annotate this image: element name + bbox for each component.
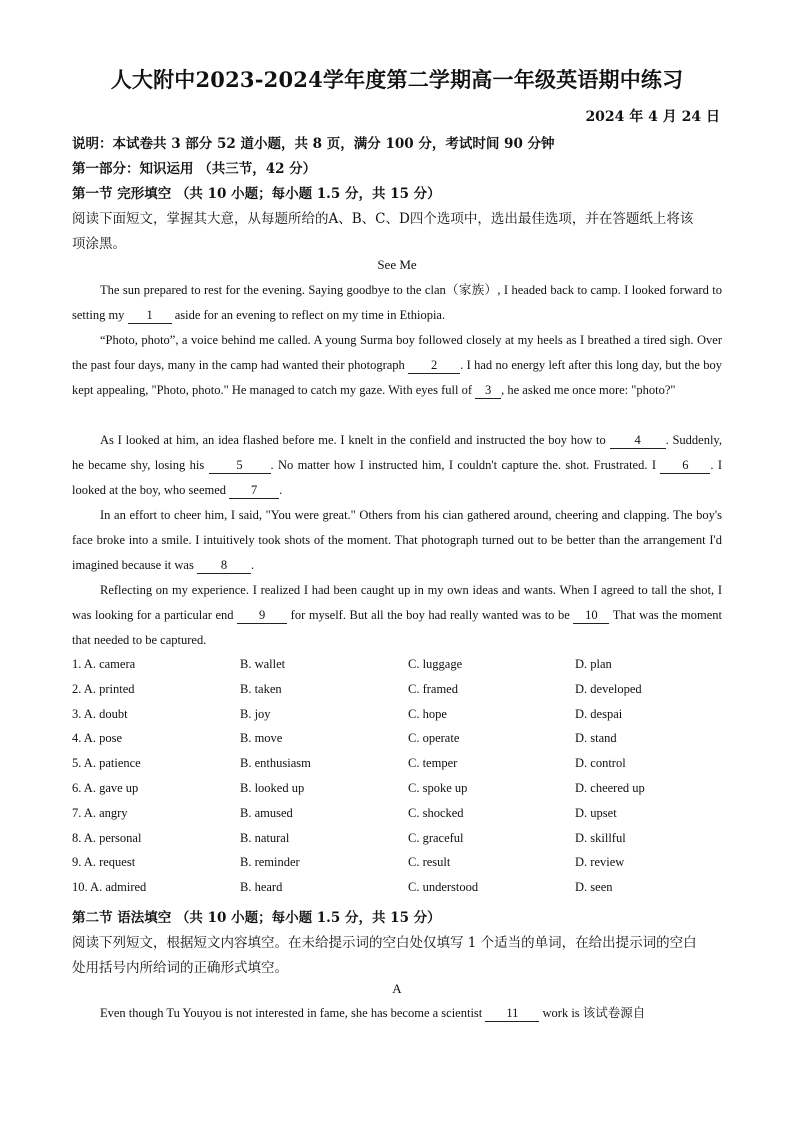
- option-d: D. plan: [575, 657, 612, 671]
- passage-paragraph-3: [72, 428, 722, 503]
- passage-text: .: [250, 558, 255, 572]
- option-c: C. spoke up: [408, 780, 468, 795]
- passage-title: See Me: [377, 257, 417, 272]
- option-d: D. skillful: [575, 830, 626, 845]
- option-a: 7. A. angry: [72, 805, 128, 820]
- answer-blank-8: 8: [197, 557, 251, 574]
- option-c: C. temper: [408, 756, 458, 771]
- answer-blank-7: 7: [229, 482, 279, 499]
- option-b: B. looked up: [240, 780, 305, 795]
- section2-instruction-line1: 阅读下列短文，根据短文内容填空。在未给提示词的空白处仅填写 1 个适当的单词，在给出提示词的空白: [72, 935, 697, 951]
- option-b: B. move: [240, 731, 283, 746]
- option-d: D. seen: [575, 880, 613, 895]
- option-d: D. stand: [575, 731, 617, 746]
- option-c: C. result: [408, 855, 451, 870]
- answer-blank-6: 6: [660, 457, 710, 474]
- option-row: [72, 880, 732, 905]
- option-c: C. graceful: [408, 830, 464, 845]
- passage-text: “Photo, photo”, a voice behind me called. A young Surma boy followed closely at my heels as I breathed a tired sigh. Over the past four days, many in the camp had wanted their photograph: [72, 333, 722, 372]
- option-a: 5. A. patience: [72, 756, 141, 771]
- passage-text: , he asked me once more: "photo?": [501, 383, 676, 397]
- exam-title: 人大附中2023-2024学年度第二学期高一年级英语期中练习: [110, 67, 684, 92]
- answer-blank-5: 5: [209, 457, 271, 474]
- option-a: 9. A. request: [72, 855, 136, 870]
- option-d: D. despai: [575, 706, 623, 721]
- passage-text: . I had no energy left after this long day, but the boy kept appealing, "Photo, photo." He managed to catch my gaze. With eyes full of: [72, 358, 722, 397]
- option-a: 2. A. printed: [72, 681, 135, 696]
- exam-description: 说明：本试卷共 3 部分 52 道小题，共 8 页，满分 100 分，考试时间 90 分钟: [72, 136, 555, 152]
- option-d: D. upset: [575, 805, 617, 820]
- option-row: [72, 831, 732, 856]
- option-row: [72, 781, 732, 806]
- option-b: B. amused: [240, 805, 293, 820]
- passage-text: In an effort to cheer him, I said, "You were great." Others from his cian gathered around, cheering and clapping. The boy's face broke into a smile. I intuitively took shots of the moment. That photograph turned out to be better than the arrangement I'd imagined because it was: [72, 508, 722, 572]
- option-row: [72, 731, 732, 756]
- answer-blank-9: 9: [237, 607, 287, 624]
- option-b: B. heard: [240, 880, 283, 895]
- answer-blank-4: 4: [610, 432, 666, 449]
- section1-heading: 第一节 完形填空 （共 10 小题；每小题 1.5 分，共 15 分）: [72, 186, 441, 202]
- option-a: 1. A. camera: [72, 657, 136, 671]
- option-c: C. hope: [408, 706, 447, 721]
- option-a: 6. A. gave up: [72, 780, 139, 795]
- option-a: 10. A. admired: [72, 880, 147, 895]
- section1-instruction-line1: 阅读下面短文，掌握其大意，从每题所给的A、B、C、D四个选项中，选出最佳选项，并在答题纸上将该: [72, 211, 694, 227]
- option-row: [72, 707, 732, 732]
- passage-text: . I looked at the boy, who seemed: [72, 458, 722, 497]
- option-c: C. shocked: [408, 805, 464, 820]
- section2-paragraph-1: [72, 1001, 722, 1026]
- option-d: D. review: [575, 855, 625, 870]
- option-a: 8. A. personal: [72, 830, 142, 845]
- section1-instruction-line2: 项涂黑。: [72, 236, 126, 252]
- passage-text: . Suddenly, he became shy, losing his: [72, 433, 722, 472]
- passage-text: for myself. But all the boy had really wanted was to be: [287, 608, 574, 622]
- passage-label: A: [392, 981, 402, 996]
- answer-blank-10: 10: [573, 607, 609, 624]
- option-row: [72, 657, 732, 682]
- passage-paragraph-2: [72, 328, 722, 403]
- option-a: 3. A. doubt: [72, 706, 128, 721]
- option-row: [72, 756, 732, 781]
- answer-blank-2: 2: [408, 357, 460, 374]
- section2-heading: 第二节 语法填空 （共 10 小题；每小题 1.5 分，共 15 分）: [72, 910, 441, 926]
- passage-text: Even though Tu Youyou is not interested in fame, she has become a scientist: [100, 1006, 486, 1020]
- passage-text: That was the moment that needed to be captured.: [72, 608, 722, 647]
- option-row: [72, 855, 732, 880]
- passage-text: . No matter how I instructed him, I couldn't capture the. shot. Frustrated. I: [270, 458, 661, 472]
- passage-text: Reflecting on my experience. I realized I had been caught up in my own ideas and wants. When I agreed to tall the shot, I was looking for a particular end: [72, 583, 722, 622]
- option-b: B. wallet: [240, 657, 286, 671]
- option-c: C. operate: [408, 731, 460, 746]
- passage-text: The sun prepared to rest for the evening. Saying goodbye to the clan（家族）, I headed back to camp. I looked forward to setting my: [72, 283, 722, 322]
- passage-text: As I looked at him, an idea flashed before me. I knelt in the confield and instructed the boy how to: [100, 433, 610, 447]
- option-d: D. developed: [575, 681, 642, 696]
- answer-blank-3: 3: [475, 382, 501, 399]
- option-b: B. enthusiasm: [240, 756, 311, 771]
- option-c: C. understood: [408, 880, 479, 895]
- passage-text: work is 该试卷源自: [539, 1006, 646, 1020]
- option-a: 4. A. pose: [72, 731, 122, 746]
- option-c: C. luggage: [408, 657, 463, 671]
- option-row: [72, 682, 732, 707]
- section2-instruction-line2: 处用括号内所给词的正确形式填空。: [72, 960, 288, 976]
- option-b: B. reminder: [240, 855, 300, 870]
- passage-paragraph-1: [72, 278, 722, 328]
- options-list: [72, 657, 732, 905]
- answer-blank-1: 1: [128, 307, 172, 324]
- passage-paragraph-4: [72, 503, 722, 578]
- option-d: D. control: [575, 756, 626, 771]
- option-b: B. joy: [240, 706, 271, 721]
- answer-blank-11: 11: [485, 1005, 539, 1022]
- option-c: C. framed: [408, 681, 458, 696]
- option-row: [72, 806, 732, 831]
- option-b: B. natural: [240, 830, 290, 845]
- option-d: D. cheered up: [575, 780, 645, 795]
- option-b: B. taken: [240, 681, 282, 696]
- passage-paragraph-5: [72, 578, 722, 653]
- passage-text: aside for an evening to reflect on my time in Ethiopia.: [171, 308, 446, 322]
- passage-text: .: [279, 483, 283, 497]
- part1-heading: 第一部分：知识运用 （共三节，42 分）: [72, 161, 317, 177]
- exam-date: 2024 年 4 月 24 日: [585, 109, 720, 125]
